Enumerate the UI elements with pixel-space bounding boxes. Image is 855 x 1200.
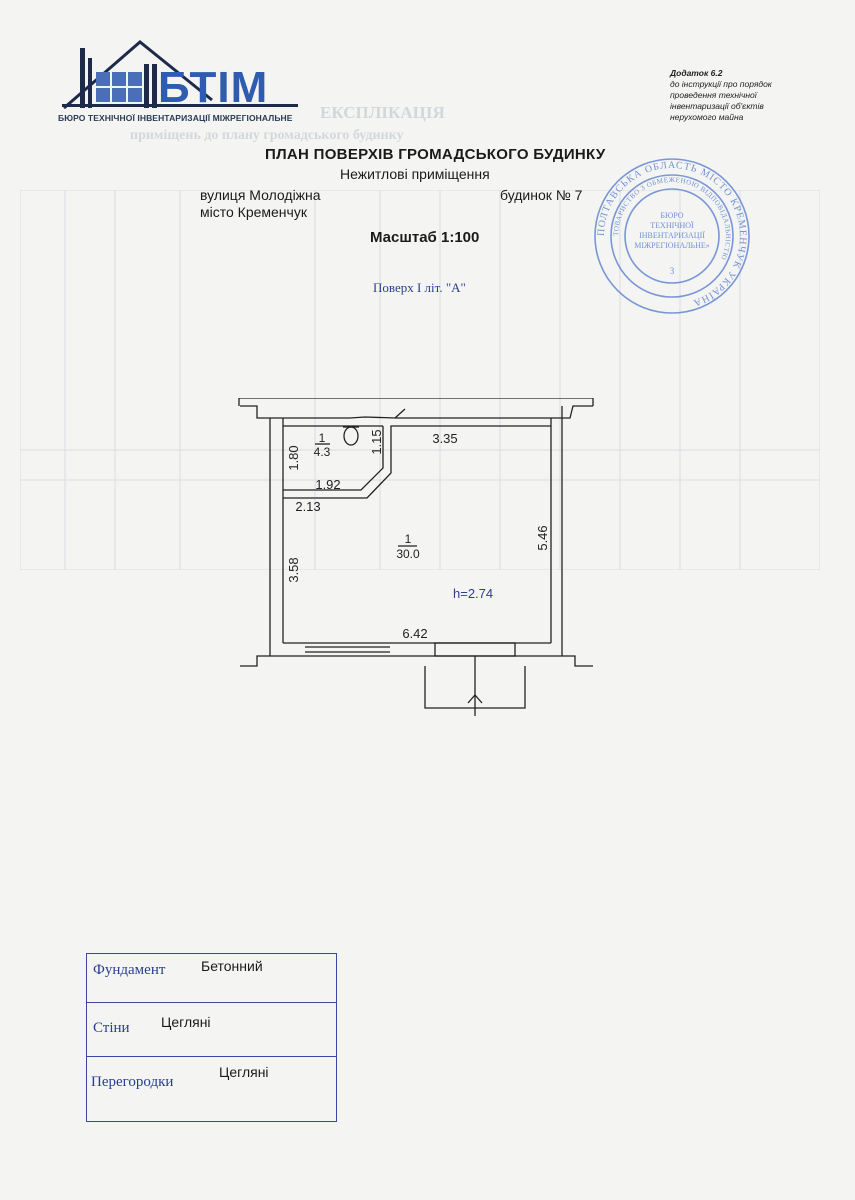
dim-3-58: 3.58 [286,557,301,583]
ceiling-height: h=2.74 [453,586,494,601]
top-wall [240,406,593,418]
dim-6-42: 6.42 [402,626,428,641]
floor-label: Поверх І літ. "А" [373,280,466,295]
stamp-center-line: БЮРО [660,211,684,220]
dim-1-15: 1.15 [369,429,384,455]
walls-value: Цегляні [161,1014,211,1030]
stamp-center-line: ТЕХНІЧНОЇ [650,221,694,230]
appendix-line: проведення технічної [670,90,757,100]
ghost-text: ЕКСПЛІКАЦІЯ [320,103,445,122]
stamp-outer-text: ПОЛТАВСЬКА ОБЛАСТЬ МІСТО КРЕМЕНЧУК УКРАЇНА [595,159,749,309]
partitions-row [87,1057,336,1120]
walls-row [87,1003,336,1057]
ghost-text: приміщень до плану громадського будинку [130,128,404,143]
walls-label: Стіни [93,1020,130,1036]
stamp-center-line: МІЖРЕГІОНАЛЬНЕ» [634,241,710,250]
dim-2-13: 2.13 [295,499,321,514]
appendix-line: нерухомого майна [670,112,744,122]
org-caption: БЮРО ТЕХНІЧНОЇ ІНВЕНТАРИЗАЦІЇ МІЖРЕГІОНАЛЬНЕ [58,113,293,123]
document-subtitle: Нежитлові приміщення [340,166,490,182]
scale-label: Масштаб 1:100 [370,229,480,246]
dim-1-80: 1.80 [286,445,301,471]
materials-table [86,953,337,1122]
appendix-title: Додаток 6.2 [670,68,723,78]
partitions-value: Цегляні [219,1064,269,1080]
appendix-line: до інструкції про порядок [670,79,772,89]
left-wall [240,418,270,666]
logo-wordmark: БТІМ [158,63,269,112]
foundation-value: Бетонний [201,958,263,974]
room1-area: 4.3 [313,445,331,459]
appendix-note [670,68,830,123]
stamp-number: 3 [669,266,675,276]
dim-3-35: 3.35 [432,431,458,446]
room1-number: 1 [318,431,326,445]
house-number: будинок № 7 [500,187,583,203]
floor-plan [235,398,600,718]
dim-5-46: 5.46 [535,525,550,551]
stamp-center-line: ІНВЕНТАРИЗАЦІЇ [639,231,705,240]
room2-number: 1 [404,532,412,546]
room2-area: 30.0 [396,547,420,561]
top-wall-outer [239,398,593,406]
street-address: вулиця Молодіжна [200,187,321,203]
partitions-label: Перегородки [91,1074,174,1090]
toilet-fixture [344,427,358,445]
appendix-line: інвентаризації об'єктів [670,101,764,111]
foundation-row [87,954,336,1003]
city-name: місто Кременчук [200,204,307,220]
foundation-label: Фундамент [93,962,166,978]
document-title: ПЛАН ПОВЕРХІВ ГРОМАДСЬКОГО БУДИНКУ [265,146,606,163]
official-stamp [592,156,752,316]
dim-1-92: 1.92 [315,477,341,492]
stamp-mid-text: ТОВАРИСТВО З ОБМЕЖЕНОЮ ВІДПОВІДАЛЬНІСТЮ [611,175,733,262]
